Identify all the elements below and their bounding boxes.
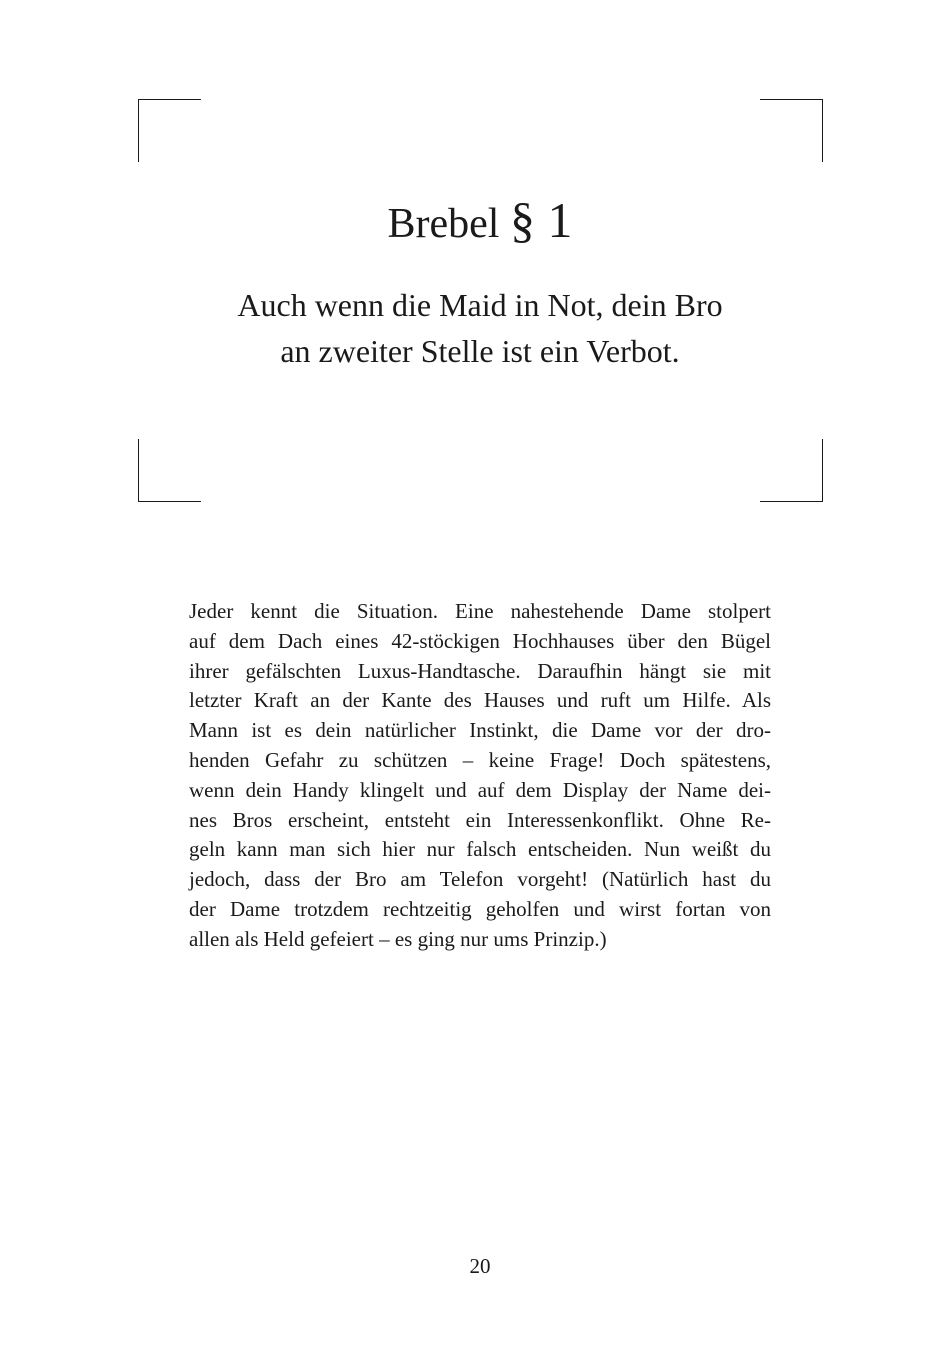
frame-corner-bottom-left [138, 439, 201, 502]
chapter-rule [180, 282, 780, 374]
body-line: Jeder kennt die Situation. Eine nahestehende Dame stolpert [189, 599, 771, 623]
body-line: geln kann man sich hier nur falsch entscheiden. Nun weißt du [189, 837, 771, 862]
body-line: ihrer gefälschten Luxus-Handtasche. Daraufhin hängt sie mit [189, 658, 771, 683]
body-line: Mann ist es dein natürlicher Instinkt, die Dame vor der dro- [189, 718, 771, 743]
page-number: 20 [469, 1254, 491, 1278]
body-paragraph [189, 597, 771, 955]
body-line: letzter Kraft an der Kante des Hauses und ruft um Hilfe. Als [189, 688, 771, 713]
body-line: auf dem Dach eines 42-stöckigen Hochhauses über den Bügel [189, 628, 771, 653]
chapter-title [0, 190, 950, 254]
rule-line: Auch wenn die Maid in Not, dein Bro [237, 287, 723, 323]
body-line: allen als Held gefeiert – es ging nur ums Prinzip.) [189, 926, 607, 951]
body-line: wenn dein Handy klingelt und auf dem Display der Name dei- [189, 777, 771, 802]
body-line: nes Bros erscheint, entsteht ein Interessenkonflikt. Ohne Re- [189, 807, 771, 832]
frame-corner-top-left [138, 99, 201, 162]
body-line: henden Gefahr zu schützen – keine Frage! Doch spätestens, [189, 747, 771, 772]
body-line: jedoch, dass der Bro am Telefon vorgeht! (Natürlich hast du [189, 867, 771, 892]
chapter-section-number: § 1 [509, 192, 573, 248]
frame-corner-top-right [760, 99, 823, 162]
frame-corner-bottom-right [760, 439, 823, 502]
chapter-title-word: Brebel [387, 201, 500, 247]
rule-line: an zweiter Stelle ist ein Verbot. [280, 333, 680, 369]
body-line: der Dame trotzdem rechtzeitig geholfen und wirst fortan von [189, 896, 771, 921]
